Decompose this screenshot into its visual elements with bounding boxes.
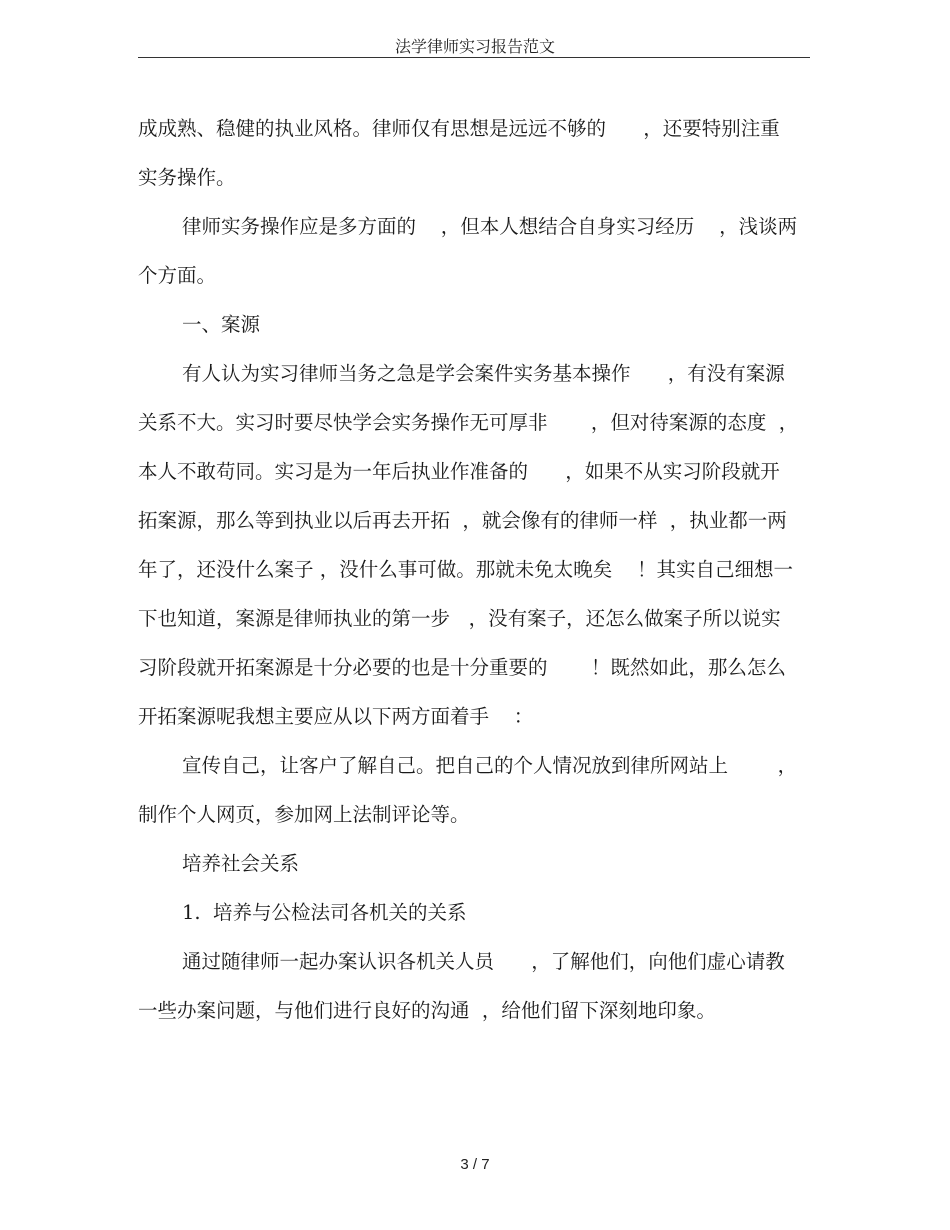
text-line: 个方面。 (138, 264, 217, 287)
text-line: 习阶段就开拓案源是十分必要的也是十分重要的 ！既然如此，那么怎么 (138, 656, 786, 679)
header-divider (138, 57, 810, 58)
text-line: 培养社会关系 (182, 852, 300, 875)
page-number: 3 / 7 (460, 1156, 490, 1173)
text-line: 开拓案源呢我想主要应从以下两方面着手 ： (138, 705, 534, 728)
text-line: 制作个人网页，参加网上法制评论等。 (138, 803, 470, 826)
text-line: 下也知道，案源是律师执业的第一步 ，没有案子，还怎么做案子所以说实 (138, 607, 781, 630)
text-line: 拓案源，那么等到执业以后再去开拓 ，就会像有的律师一样 ，执业都一两 (138, 509, 787, 532)
text-line: 本人不敢苟同。实习是为一年后执业作准备的 ，如果不从实习阶段就开 (138, 460, 780, 483)
text-line: 年了，还没什么案子 ，没什么事可做。那就未免太晚矣 ！其实自己细想一 (138, 558, 793, 581)
text-line: 律师实务操作应是多方面的 ，但本人想结合自身实习经历 ，浅谈两 (182, 215, 798, 238)
text-line: 通过随律师一起办案认识各机关人员 ，了解他们，向他们虚心请教 (182, 950, 785, 973)
text-line: 关系不大。实习时要尽快学会实务操作无可厚非 ，但对待案源的态度 ， (138, 411, 799, 434)
text-line: 实务操作。 (138, 166, 236, 189)
text-line: 宣传自己，让客户了解自己。把自己的个人情况放到律所网站上 ， (182, 754, 798, 777)
text-line: 一、案源 (182, 313, 261, 336)
page-header-title: 法学律师实习报告范文 (394, 37, 555, 56)
text-line: 有人认为实习律师当务之急是学会案件实务基本操作 ，有没有案源 (182, 362, 785, 385)
text-line: 一些办案问题，与他们进行良好的沟通 ，给他们留下深刻地印象。 (138, 999, 716, 1022)
text-line: 1. 培养与公检法司各机关的关系 (182, 901, 467, 924)
text-line: 成成熟、稳健的执业风格。律师仅有思想是远远不够的 ，还要特别注重 (138, 117, 780, 140)
document-body (138, 109, 810, 1040)
